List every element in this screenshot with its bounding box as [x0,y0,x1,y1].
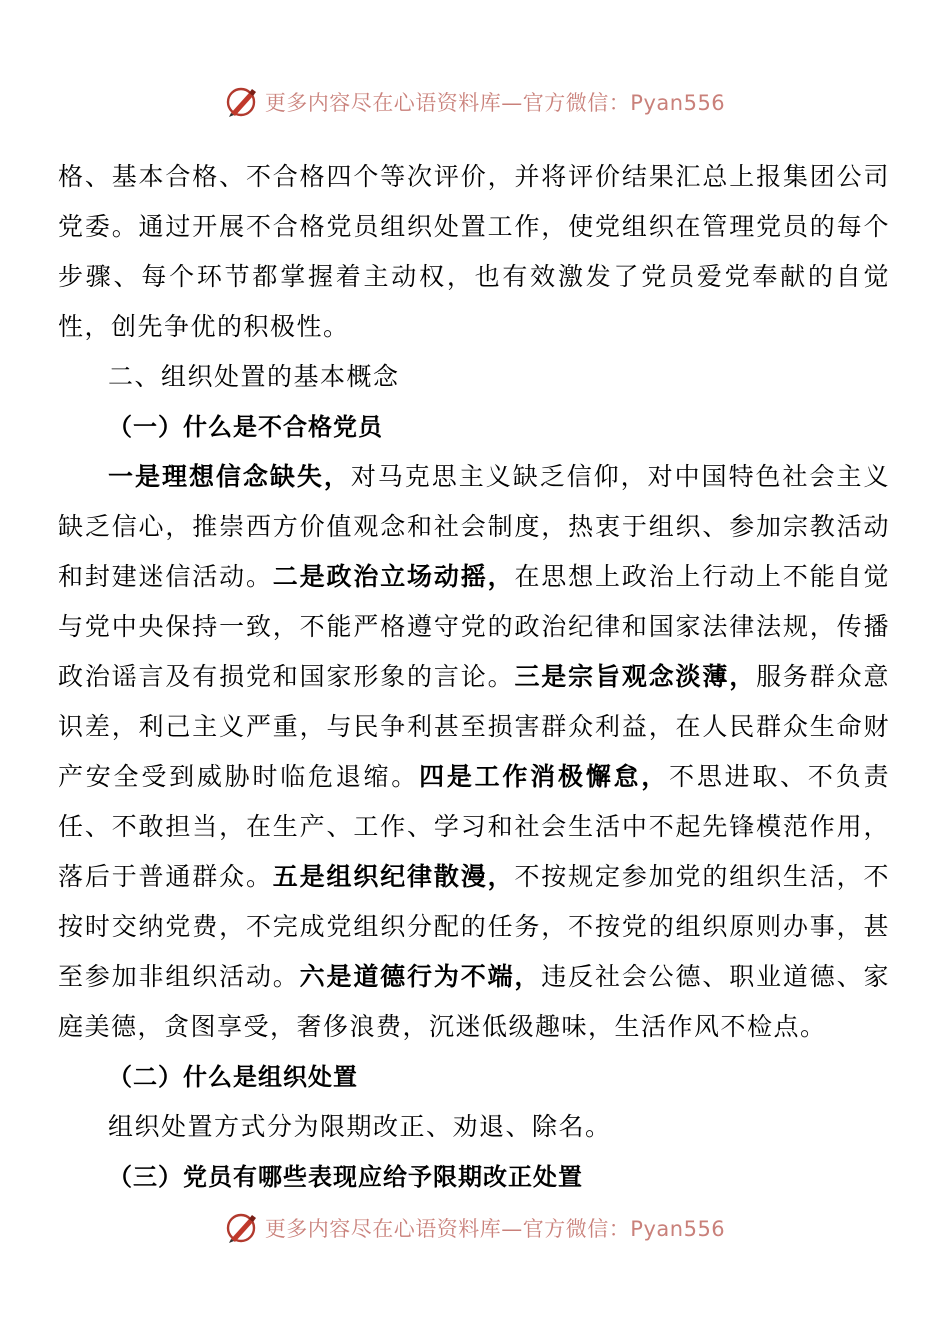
item-4-lead: 四是工作消极懈怠， [419,762,670,791]
item-6-text: 违反社会公德、职业道德、家庭美德，贪图享受，奢侈浪费，沉迷低级趣味，生活作风不检点。 [58,962,890,1041]
item-6-lead: 六是道德行为不端， [299,962,542,991]
watermark-text: 更多内容尽在心语资料库—官方微信：Pyan556 [264,91,726,115]
section-two-title: 二、组织处置的基本概念 [108,362,400,391]
item-5-lead: 五是组织纪律散漫， [272,862,515,891]
item-3-lead: 三是宗旨观念淡薄， [514,662,757,691]
pen-logo-icon [225,1211,259,1245]
subsection-three-title: （三）党员有哪些表现应给予限期改正处置 [108,1163,583,1191]
item-4-text: 不思进取、不负责任、不敢担当，在生产、工作、学习和社会生活中不起先锋模范作用，落后于普通群众。 [58,762,890,891]
pen-logo-icon [225,85,259,119]
watermark-header [0,82,950,122]
unqualified-member-paragraph [58,452,890,1052]
subsection-two-title: （二）什么是组织处置 [108,1063,358,1091]
item-5-text: 不按规定参加党的组织生活，不按时交纳党费，不完成党组织分配的任务，不按党的组织原则办事，甚至参加非组织活动。 [58,862,890,991]
subsection-two-text: 组织处置方式分为限期改正、劝退、除名。 [108,1112,612,1141]
item-1-text: 对马克思主义缺乏信仰，对中国特色社会主义缺乏信心，推崇西方价值观念和社会制度，热衷于组织、参加宗教活动和封建迷信活动。 [58,462,890,591]
document-body [58,152,890,1202]
item-2-lead: 二是政治立场动摇， [272,562,515,591]
item-3-text: 服务群众意识差，利己主义严重，与民争利甚至损害群众利益，在人民群众生命财产安全受到威胁时临危退缩。 [58,662,890,791]
watermark-footer [0,1208,950,1248]
watermark-text: 更多内容尽在心语资料库—官方微信：Pyan556 [264,1217,726,1241]
intro-paragraph: 格、基本合格、不合格四个等次评价，并将评价结果汇总上报集团公司党委。通过开展不合格党员组织处置工作，使党组织在管理党员的每个步骤、每个环节都掌握着主动权，也有效激发了党员爱党奉献的自觉性，创先争优的积极性。 [58,162,890,341]
subsection-one-title: （一）什么是不合格党员 [108,413,383,441]
item-2-text: 在思想上政治上行动上不能自觉与党中央保持一致，不能严格遵守党的政治纪律和国家法律法规，传播政治谣言及有损党和国家形象的言论。 [58,562,890,691]
item-1-lead: 一是理想信念缺失， [108,462,351,491]
